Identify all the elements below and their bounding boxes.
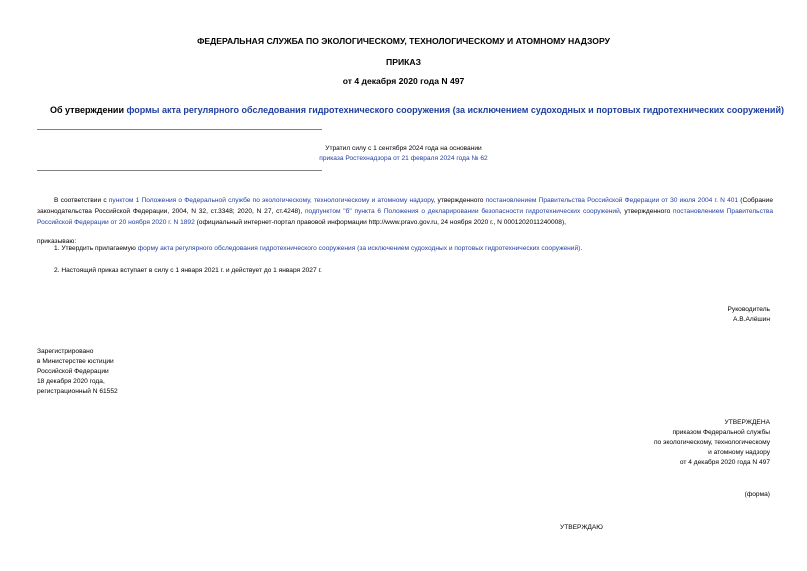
preamble-text-1: В соответствии с (54, 197, 109, 204)
approved-line: и атомному надзору (708, 449, 770, 456)
document-type: ПРИКАЗ (386, 57, 421, 67)
registration-line: регистрационный N 61552 (37, 388, 118, 395)
preamble-link-decree-1892[interactable]: постановлением Правительства Российской Федерации от 20 ноября 2020 г. N 1892 (37, 208, 774, 226)
registration-line: 18 декабря 2020 года, (37, 378, 105, 385)
document-date-number: от 4 декабря 2020 года N 497 (342, 76, 465, 86)
signature-block (728, 305, 770, 325)
preamble-text-5: (официальный интернет-портал правовой информации http://www.pravo.gov.ru, 24 ноября 2020 г., N 0001202011240008), (194, 219, 566, 226)
title-form-link[interactable]: формы акта регулярного обследования гидротехнического сооружения (за исключением судоходных и портовых гидротехнических сооружений) (126, 105, 784, 115)
preamble-text-2: , утвержденного (433, 197, 486, 204)
form-label: (форма) (744, 491, 770, 498)
document-title (37, 105, 797, 115)
item1-text-1: 1. Утвердить прилагаемую (54, 245, 138, 252)
title-prefix: Об утверждении (50, 105, 127, 115)
preamble-link-decree-401[interactable]: постановлением Правительства Российской Федерации от 30 июля 2004 г. N 401 (485, 197, 739, 204)
item1-text-2: . (580, 245, 583, 252)
preamble-link-regulation[interactable]: пунктом 1 Положения о Федеральной службе по экологическому, технологическому и атомному надзору (108, 197, 434, 204)
annulment-order-link[interactable]: приказа Ростехнадзора от 21 февраля 2024 года № 62 (319, 155, 488, 162)
registration-line: Зарегистрировано (37, 348, 94, 355)
item1-form-link[interactable]: форму акта регулярного обследования гидротехнического сооружения (за исключением судоходных и портовых гидротехнических сооружений) (137, 245, 581, 252)
divider-bottom (37, 170, 322, 171)
preamble-link-declaration[interactable]: подпунктом "б" пункта 6 Положения о декларировании безопасности гидротехнических сооружений (304, 208, 620, 215)
approve-label: УТВЕРЖДАЮ (560, 524, 603, 531)
preamble-text-4: , утвержденного (619, 208, 674, 215)
signature-name: А.В.Алёшин (733, 316, 770, 323)
registration-line: Российской Федерации (37, 368, 109, 375)
annulment-text: Утратил силу с 1 сентября 2024 года на основании (325, 145, 482, 152)
preamble-paragraph (37, 195, 773, 228)
registration-block (37, 347, 118, 397)
registration-line: в Министерстве юстиции (37, 358, 114, 365)
approved-line: от 4 декабря 2020 года N 497 (679, 459, 770, 466)
order-item-2: 2. Настоящий приказ вступает в силу с 1 января 2021 г. и действует до 1 января 2027 г. (54, 267, 322, 274)
preamble-text-3: (Собрание законодательства Российской Федерации, 2004, N 32, ст.3348; 2020, N 27, ст.4248), (37, 197, 774, 215)
signature-position: Руководитель (727, 306, 770, 313)
order-word: приказываю: (37, 238, 77, 245)
approved-line: приказом Федеральной службы (672, 429, 770, 436)
agency-name: ФЕДЕРАЛЬНАЯ СЛУЖБА ПО ЭКОЛОГИЧЕСКОМУ, ТЕХНОЛОГИЧЕСКОМУ И АТОМНОМУ НАДЗОРУ (197, 36, 610, 46)
approved-block (654, 418, 770, 468)
annulment-note (0, 144, 807, 164)
approved-heading: УТВЕРЖДЕНА (724, 419, 770, 426)
approved-line: по экологическому, технологическому (653, 439, 770, 446)
order-item-1 (54, 243, 794, 254)
divider-top (37, 129, 322, 130)
